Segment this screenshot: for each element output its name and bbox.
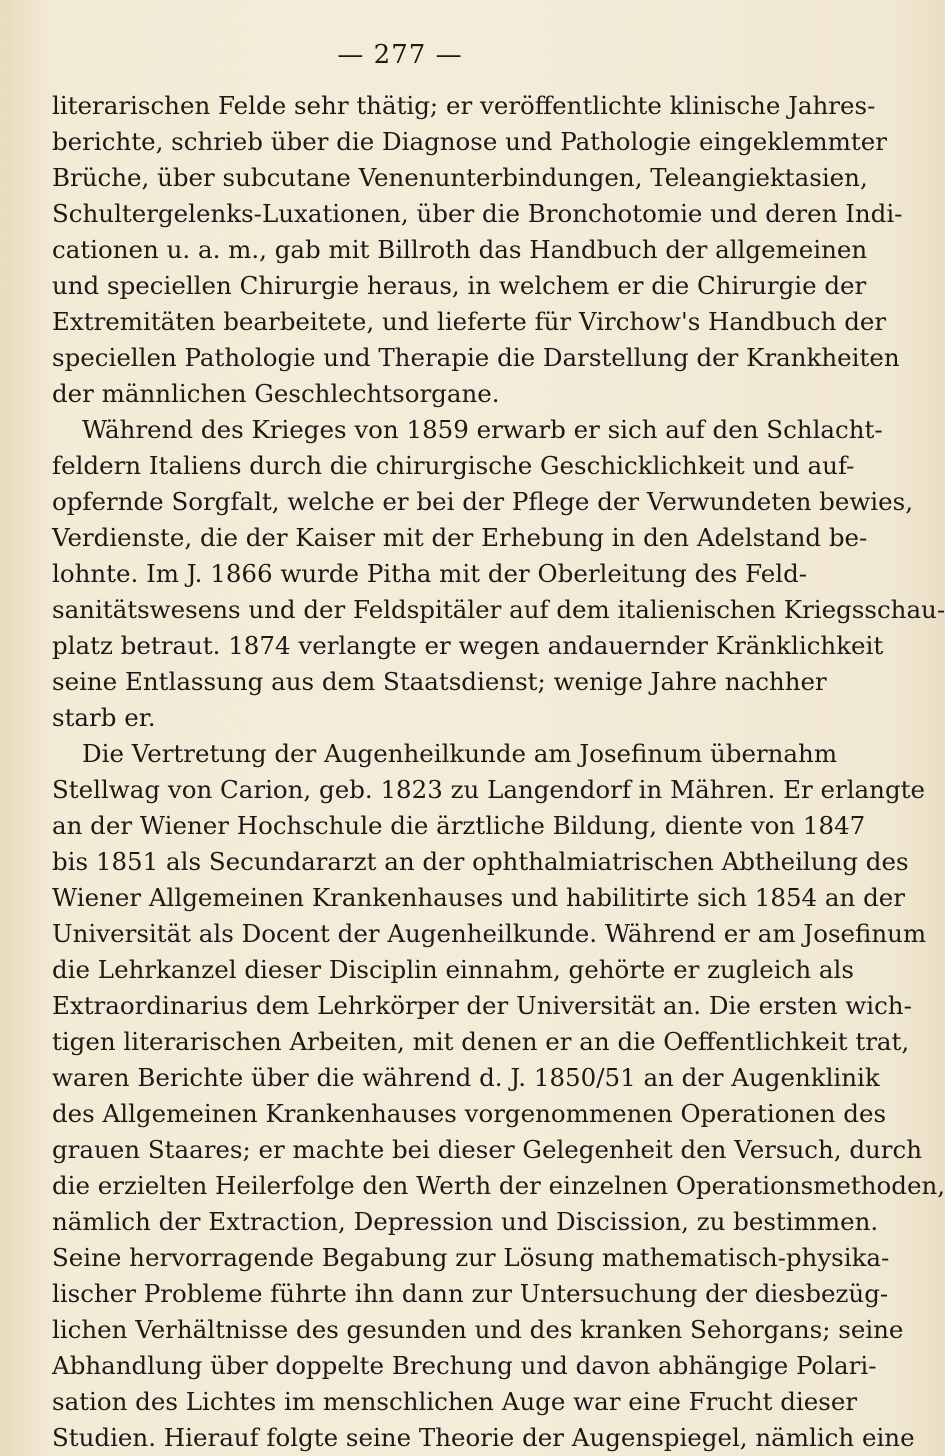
text-line: Seine hervorragende Begabung zur Lösung mathematisch-physika- — [52, 1243, 890, 1272]
paragraph — [52, 88, 903, 412]
text-line: Brüche, über subcutane Venenunterbindungen, Teleangiektasien, — [52, 163, 868, 192]
text-line: der männlichen Geschlechtsorgane. — [52, 379, 500, 408]
text-line: Stellwag von Carion, geb. 1823 zu Langendorf in Mähren. Er erlangte — [52, 775, 925, 804]
text-line: cationen u. a. m., gab mit Billroth das Handbuch der allgemeinen — [52, 235, 868, 264]
text-line: opfernde Sorgfalt, welche er bei der Pflege der Verwundeten bewies, — [52, 487, 914, 516]
text-line: lischer Probleme führte ihn dann zur Untersuchung der diesbezüg- — [52, 1279, 889, 1308]
text-line: und speciellen Chirurgie heraus, in welchem er die Chirurgie der — [52, 271, 867, 300]
paragraph — [52, 412, 945, 736]
text-line: tigen literarischen Arbeiten, mit denen er an die Oeffentlichkeit trat, — [52, 1027, 910, 1056]
text-line: lichen Verhältnisse des gesunden und des kranken Sehorgans; seine — [52, 1315, 904, 1344]
text-line: Extremitäten bearbeitete, und lieferte für Virchow's Handbuch der — [52, 307, 887, 336]
text-line: Während des Krieges von 1859 erwarb er sich auf den Schlacht- — [82, 415, 883, 444]
text-line: grauen Staares; er machte bei dieser Gelegenheit den Versuch, durch — [52, 1135, 923, 1164]
text-line: berichte, schrieb über die Diagnose und Pathologie eingeklemmter — [52, 127, 887, 156]
text-line: waren Berichte über die während d. J. 1850/51 an der Augenklinik — [52, 1063, 880, 1092]
text-line: speciellen Pathologie und Therapie die Darstellung der Krankheiten — [52, 343, 900, 372]
text-line: Studien. Hierauf folgte seine Theorie der Augenspiegel, nämlich eine — [52, 1423, 915, 1452]
paragraph — [52, 736, 945, 1456]
text-line: sanitätswesens und der Feldspitäler auf dem italienischen Kriegsschau- — [52, 595, 945, 624]
text-line: feldern Italiens durch die chirurgische Geschicklichkeit und auf- — [52, 451, 855, 480]
text-line: bis 1851 als Secundararzt an der ophthalmiatrischen Abtheilung des — [52, 847, 909, 876]
text-line: sation des Lichtes im menschlichen Auge war eine Frucht dieser — [52, 1387, 858, 1416]
text-line: Wiener Allgemeinen Krankenhauses und habilitirte sich 1854 an der — [52, 883, 905, 912]
text-line: Extraordinarius dem Lehrkörper der Universität an. Die ersten wich- — [52, 991, 912, 1020]
body-text — [52, 88, 945, 1456]
text-line: des Allgemeinen Krankenhauses vorgenommenen Operationen des — [52, 1099, 887, 1128]
text-line: seine Entlassung aus dem Staatsdienst; wenige Jahre nachher — [52, 667, 827, 696]
text-line: starb er. — [52, 703, 156, 732]
text-line: lohnte. Im J. 1866 wurde Pitha mit der Oberleitung des Feld- — [52, 559, 808, 588]
text-line: die erzielten Heilerfolge den Werth der einzelnen Operationsmethoden, — [52, 1171, 945, 1200]
text-line: nämlich der Extraction, Depression und Discission, zu bestimmen. — [52, 1207, 879, 1236]
text-line: platz betraut. 1874 verlangte er wegen andauernder Kränklichkeit — [52, 631, 884, 660]
text-line: literarischen Felde sehr thätig; er veröffentlichte klinische Jahres- — [52, 91, 876, 120]
text-line: Universität als Docent der Augenheilkunde. Während er am Josefinum — [52, 919, 927, 948]
page-number: — 277 — — [337, 40, 463, 70]
text-line: Schultergelenks-Luxationen, über die Bronchotomie und deren Indi- — [52, 199, 903, 228]
text-line: an der Wiener Hochschule die ärztliche Bildung, diente von 1847 — [52, 811, 866, 840]
text-line: Die Vertretung der Augenheilkunde am Josefinum übernahm — [82, 739, 838, 768]
text-line: Verdienste, die der Kaiser mit der Erhebung in den Adelstand be- — [52, 523, 868, 552]
text-line: die Lehrkanzel dieser Disciplin einnahm, gehörte er zugleich als — [52, 955, 854, 984]
text-line: Abhandlung über doppelte Brechung und davon abhängige Polari- — [52, 1351, 877, 1380]
